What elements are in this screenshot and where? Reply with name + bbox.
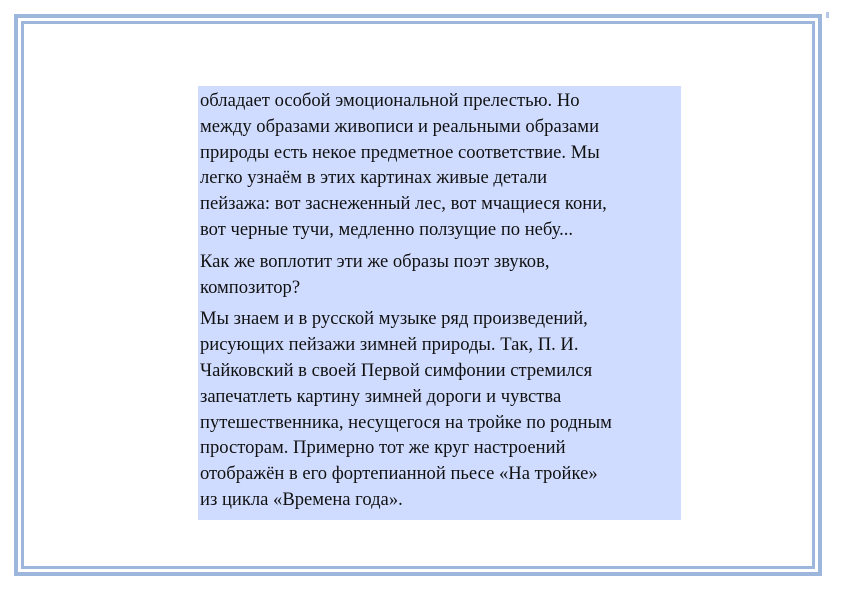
paragraph-2 xyxy=(200,249,679,301)
text-line: композитор? xyxy=(200,276,301,298)
text-line: Мы знаем и в русской музыке ряд произведений, xyxy=(200,308,588,330)
paragraph-1 xyxy=(200,88,679,243)
frame-corner-shadow xyxy=(826,12,829,18)
text-line: Чайковский в своей Первой симфонии стремился xyxy=(200,359,593,381)
text-line: между образами живописи и реальными образами xyxy=(200,115,600,137)
text-line: запечатлеть картину зимней дороги и чувства xyxy=(200,385,562,407)
text-line: обладает особой эмоциональной прелестью. Но xyxy=(200,90,580,111)
text-line: просторам. Примерно тот же круг настроений xyxy=(200,437,566,459)
text-line: пейзажа: вот заснеженный лес, вот мчащиеся кони, xyxy=(200,193,607,215)
text-line: путешественника, несущегося на тройке по родным xyxy=(200,411,612,433)
text-line: рисующих пейзажи зимней природы. Так, П. И. xyxy=(200,334,579,356)
text-line: Как же воплотит эти же образы поэт звуков, xyxy=(200,250,550,272)
text-line: легко узнаём в этих картинах живые детали xyxy=(200,167,548,189)
text-line: природы есть некое предметное соответствие. Мы xyxy=(200,141,600,163)
text-block xyxy=(198,86,681,520)
text-line: вот черные тучи, медленно ползущие по небу... xyxy=(200,218,574,240)
text-line: отображён в его фортепианной пьесе «На тройке» xyxy=(200,463,598,485)
paragraph-3 xyxy=(200,306,679,512)
text-line: из цикла «Времена года». xyxy=(200,488,403,510)
